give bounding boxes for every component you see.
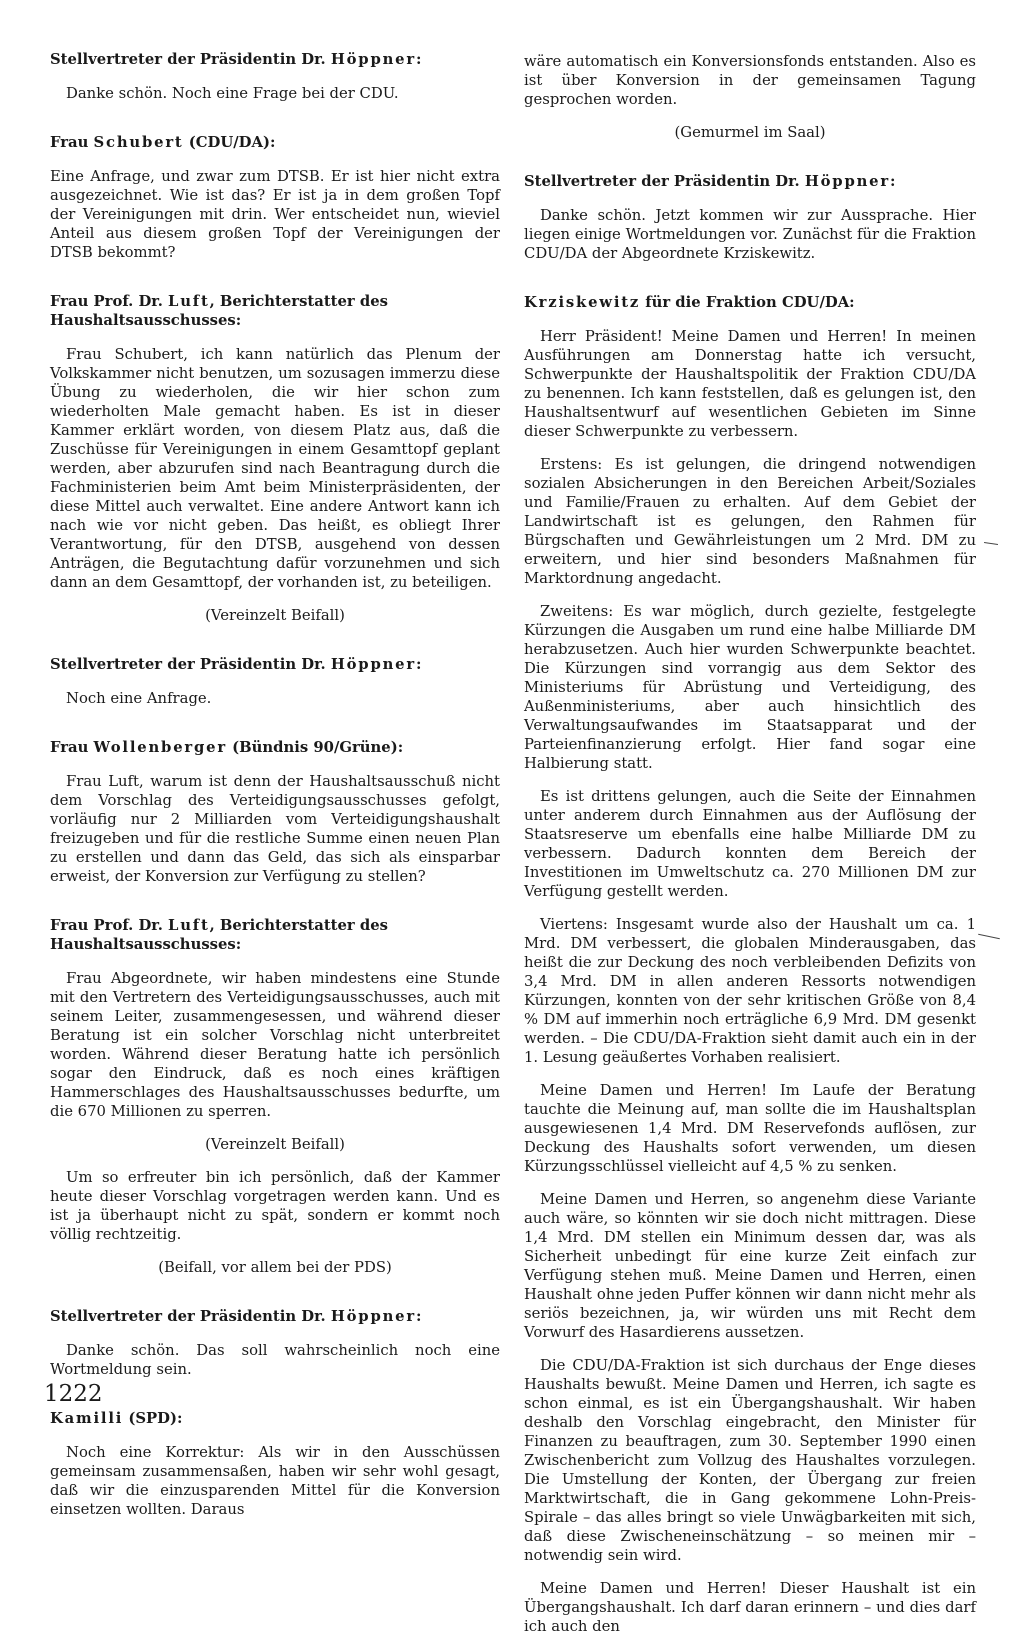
speaker-prefix: Frau Prof. Dr. [50, 917, 169, 934]
paragraph: Die CDU/DA-Fraktion ist sich durchaus der Enge dieses Haushalts bewußt. Meine Damen und Herren, ich sagte es schon einmal, es ist ein Übergangshaushalt. Wir haben deshalb den Vorschlag eingebracht, den Minister für Finanzen zu beauftragen, zum 30. September 1990 einen Zwischenbericht zum Vollzug des Haushaltes vorzulegen. Die Umstellung der Konten, der Übergang zur freien Marktwirtschaft, die in Gang gekommene Lohn-Preis-Spirale – das alles bringt so viele Unwägbarkeiten mit sich, daß diese Zwischeneinschätzung – so meinen mir – notwendig sein wird. [524, 1357, 976, 1564]
paragraph: Um so erfreuter bin ich persönlich, daß der Kammer heute dieser Vorschlag vorgetragen werden kann. Und es ist ja überhaupt nicht zu spät, sondern er kommt noch völlig rechtzeitig. [50, 1169, 500, 1243]
paragraph: Danke schön. Das soll wahrscheinlich noch eine Wortmeldung sein. [50, 1342, 500, 1378]
paragraph: Frau Abgeordnete, wir haben mindestens eine Stunde mit den Vertretern des Verteidigungsausschusses, auch mit seinem Leiter, zusammengesessen, und während dieser Beratung ist ein solcher Vorschlag nicht unterbreitet worden. Während dieser Beratung hatte ich persönlich sogar den Eindruck, daß es noch eines kräftigen Hammerschlages des Haushaltsausschusses bedurfte, um die 670 Millionen zu sperren. [50, 970, 500, 1120]
speaker-prefix: Frau Prof. Dr. [50, 293, 169, 310]
paragraph: Es ist drittens gelungen, auch die Seite der Einnahmen unter anderem durch Einnahmen aus der Auflösung der Staatsreserve um ebenfalls eine halbe Milliarde DM zu verbessern. Dadurch konnten dem Bereich der Investitionen im Umweltschutz ca. 270 Millionen DM zur Verfügung gestellt werden. [524, 788, 976, 900]
paragraph: Danke schön. Jetzt kommen wir zur Aussprache. Hier liegen einige Wortmeldungen vor. Zunächst für die Fraktion CDU/DA der Abgeordnete Krziskewitz. [524, 207, 976, 262]
paragraph: Danke schön. Noch eine Frage bei der CDU. [66, 85, 399, 102]
speaker-suffix: , Berichterstatter des Haushaltsausschusses: [50, 293, 388, 329]
speaker-prefix: Frau [50, 134, 94, 151]
speaker-prefix: Stellvertreter der Präsidentin Dr. [50, 1308, 331, 1325]
speaker-name: Wollenberger [93, 739, 227, 756]
speaker-name: Schubert [93, 134, 184, 151]
speaker-heading [50, 292, 500, 330]
speaker-heading [50, 916, 500, 954]
speaker-name: Höppner [330, 1308, 416, 1325]
speaker-suffix: : [415, 51, 422, 68]
paragraph: Erstens: Es ist gelungen, die dringend notwendigen sozialen Absicherungen in den Bereichen Arbeit/Soziales und Familie/Frauen zu erhalten. Auf dem Gebiet der Landwirtschaft ist es gelungen, den Rahmen für Bürgschaften und Gewährleistungen um 2 Mrd. DM zu erweitern, und hier sind besonders Maßnahmen für Marktordnung angedacht. [524, 456, 976, 587]
speaker-heading [50, 738, 500, 757]
paragraph: Meine Damen und Herren, so angenehm diese Variante auch wäre, so könnten wir sie doch nicht mittragen. Diese 1,4 Mrd. DM stellen ein Minimum dessen dar, was als Sicherheit unbedingt für eine kurze Zeit einfach zur Verfügung stehen muß. Meine Damen und Herren, einen Haushalt ohne jeden Puffer können wir dann nicht mehr als seriös bezeichnen, ja, wir würden uns mit Recht dem Vorwurf des Hasardierens aussetzen. [524, 1191, 976, 1341]
speaker-suffix: : [889, 173, 896, 190]
speaker-name: Krziskewitz [524, 294, 641, 311]
paragraph: Frau Schubert, ich kann natürlich das Plenum der Volkskammer nicht benutzen, um sozusagen immerzu diese Übung zu wiederholen, die wir hier schon zum wiederholten Male gemacht haben. Es ist in dieser Kammer erklärt worden, von diesem Platz aus, daß die Zuschüsse für Vereinigungen in einem Gesamttopf geplant werden, aber abzurufen sind nach Beantragung durch die Fachministerien beim Amt beim Ministerpräsidenten, der diese Mittel auch verwaltet. Eine andere Antwort kann ich nach wie vor nicht geben. Das heißt, es obliegt Ihrer Verantwortung, für den DTSB, ausgehend von dessen Anträgen, die Begutachtung dafür vorzunehmen und sich dann an dem Gesamttopf, der vorhanden ist, zu beteiligen. [50, 346, 500, 591]
speaker-prefix: Frau [50, 739, 94, 756]
speaker-suffix: für die Fraktion CDU/DA: [640, 294, 855, 311]
speaker-heading [50, 133, 500, 152]
speaker-name: Kamilli [50, 1410, 124, 1427]
stage-direction: (Vereinzelt Beifall) [205, 607, 345, 624]
speaker-suffix: : [415, 1308, 422, 1325]
speaker-name: Luft [168, 917, 210, 934]
paragraph: Meine Damen und Herren! Dieser Haushalt ist ein Übergangshaushalt. Ich darf daran erinnern – und dies darf ich auch den [524, 1580, 976, 1635]
speaker-suffix: , Berichterstatter des Haushaltsausschusses: [50, 917, 388, 953]
speaker-name: Höppner [804, 173, 890, 190]
speaker-heading [50, 1409, 500, 1428]
speaker-heading [50, 50, 500, 69]
margin-pen-mark [978, 934, 1000, 940]
speaker-suffix: : [415, 656, 422, 673]
paragraph: Noch eine Korrektur: Als wir in den Ausschüssen gemeinsam zusammensaßen, haben wir sehr wohl gesagt, daß wir die einzusparenden Mittel für die Konversion einsetzen wollten. Daraus [50, 1444, 500, 1518]
paragraph: Eine Anfrage, und zwar zum DTSB. Er ist hier nicht extra ausgezeichnet. Wie ist das? Er ist ja in dem großen Topf der Vereinigungen mit drin. Wer entscheidet nun, wieviel Anteil aus diesem großen Topf der Vereinigungen der DTSB bekommt? [50, 168, 500, 261]
paragraph: Frau Luft, warum ist denn der Haushaltsausschuß nicht dem Vorschlag des Verteidigungsausschusses gefolgt, vorläufig nur 2 Milliarden vom Verteidigungshaushalt freizugeben und für die restliche Summe einen neuen Plan zu erstellen und dann das Geld, das sich als einsparbar erweist, der Konversion zur Verfügung zu stellen? [50, 773, 500, 885]
paragraph: Viertens: Insgesamt wurde also der Haushalt um ca. 1 Mrd. DM verbessert, die globalen Minderausgaben, das heißt die zur Deckung des noch verbleibenden Defizits von 3,4 Mrd. DM in allen anderen Ressorts notwendigen Kürzungen, konnten von der sehr kritischen Größe von 8,4 % DM auf immerhin noch erträgliche 6,9 Mrd. DM gesenkt werden. – Die CDU/DA-Fraktion sieht damit auch ein in der 1. Lesung geäußertes Vorhaben realisiert. [524, 916, 976, 1066]
speaker-name: Höppner [330, 656, 416, 673]
paragraph: Herr Präsident! Meine Damen und Herren! In meinen Ausführungen am Donnerstag hatte ich versucht, Schwerpunkte der Haushaltspolitik der Fraktion CDU/DA zu benennen. Ich kann feststellen, daß es gelungen ist, den Haushaltsentwurf auf wesentlichen Gebieten im Sinne dieser Schwerpunkte zu verbessern. [524, 328, 976, 440]
speaker-suffix: (Bündnis 90/Grüne): [226, 739, 404, 756]
speaker-heading [50, 655, 500, 674]
stage-direction: (Gemurmel im Saal) [674, 124, 826, 141]
speaker-heading [50, 1307, 500, 1326]
speaker-prefix: Stellvertreter der Präsidentin Dr. [50, 656, 331, 673]
page-number: 1222 [44, 1381, 103, 1407]
speaker-name: Höppner [330, 51, 416, 68]
paragraph: Meine Damen und Herren! Im Laufe der Beratung tauchte die Meinung auf, man sollte die im Haushaltsplan ausgewiesenen 1,4 Mrd. DM Reservefonds auflösen, zur Deckung des Haushalts sofort verwenden, um diesen Kürzungsschlüssel vielleicht auf 4,5 % zu senken. [524, 1082, 976, 1175]
stage-direction: (Beifall, vor allem bei der PDS) [158, 1259, 392, 1276]
margin-pen-mark [984, 542, 998, 545]
speaker-prefix: Stellvertreter der Präsidentin Dr. [524, 173, 805, 190]
speaker-heading [524, 172, 976, 191]
paragraph: Zweitens: Es war möglich, durch gezielte, festgelegte Kürzungen die Ausgaben um rund eine halbe Milliarde DM herabzusetzen. Auch hier wurden Schwerpunkte beachtet. Die Kürzungen sind vorrangig aus dem Sektor des Ministeriums für Abrüstung und Verteidigung, des Außenministeriums, aber auch hinsichtlich des Verwaltungsaufwandes im Staatsapparat und der Parteienfinanzierung erfolgt. Hier fand sogar eine Halbierung statt. [524, 603, 976, 772]
speaker-suffix: (CDU/DA): [183, 134, 276, 151]
right-column [524, 52, 976, 1650]
paragraph: wäre automatisch ein Konversionsfonds entstanden. Also es ist über Konversion in der gemeinsamen Tagung gesprochen worden. [524, 53, 976, 108]
left-column [50, 50, 500, 1533]
speaker-suffix: (SPD): [123, 1410, 183, 1427]
speaker-heading [524, 293, 976, 312]
stage-direction: (Vereinzelt Beifall) [205, 1136, 345, 1153]
speaker-prefix: Stellvertreter der Präsidentin Dr. [50, 51, 331, 68]
paragraph: Noch eine Anfrage. [66, 690, 212, 707]
speaker-name: Luft [168, 293, 210, 310]
